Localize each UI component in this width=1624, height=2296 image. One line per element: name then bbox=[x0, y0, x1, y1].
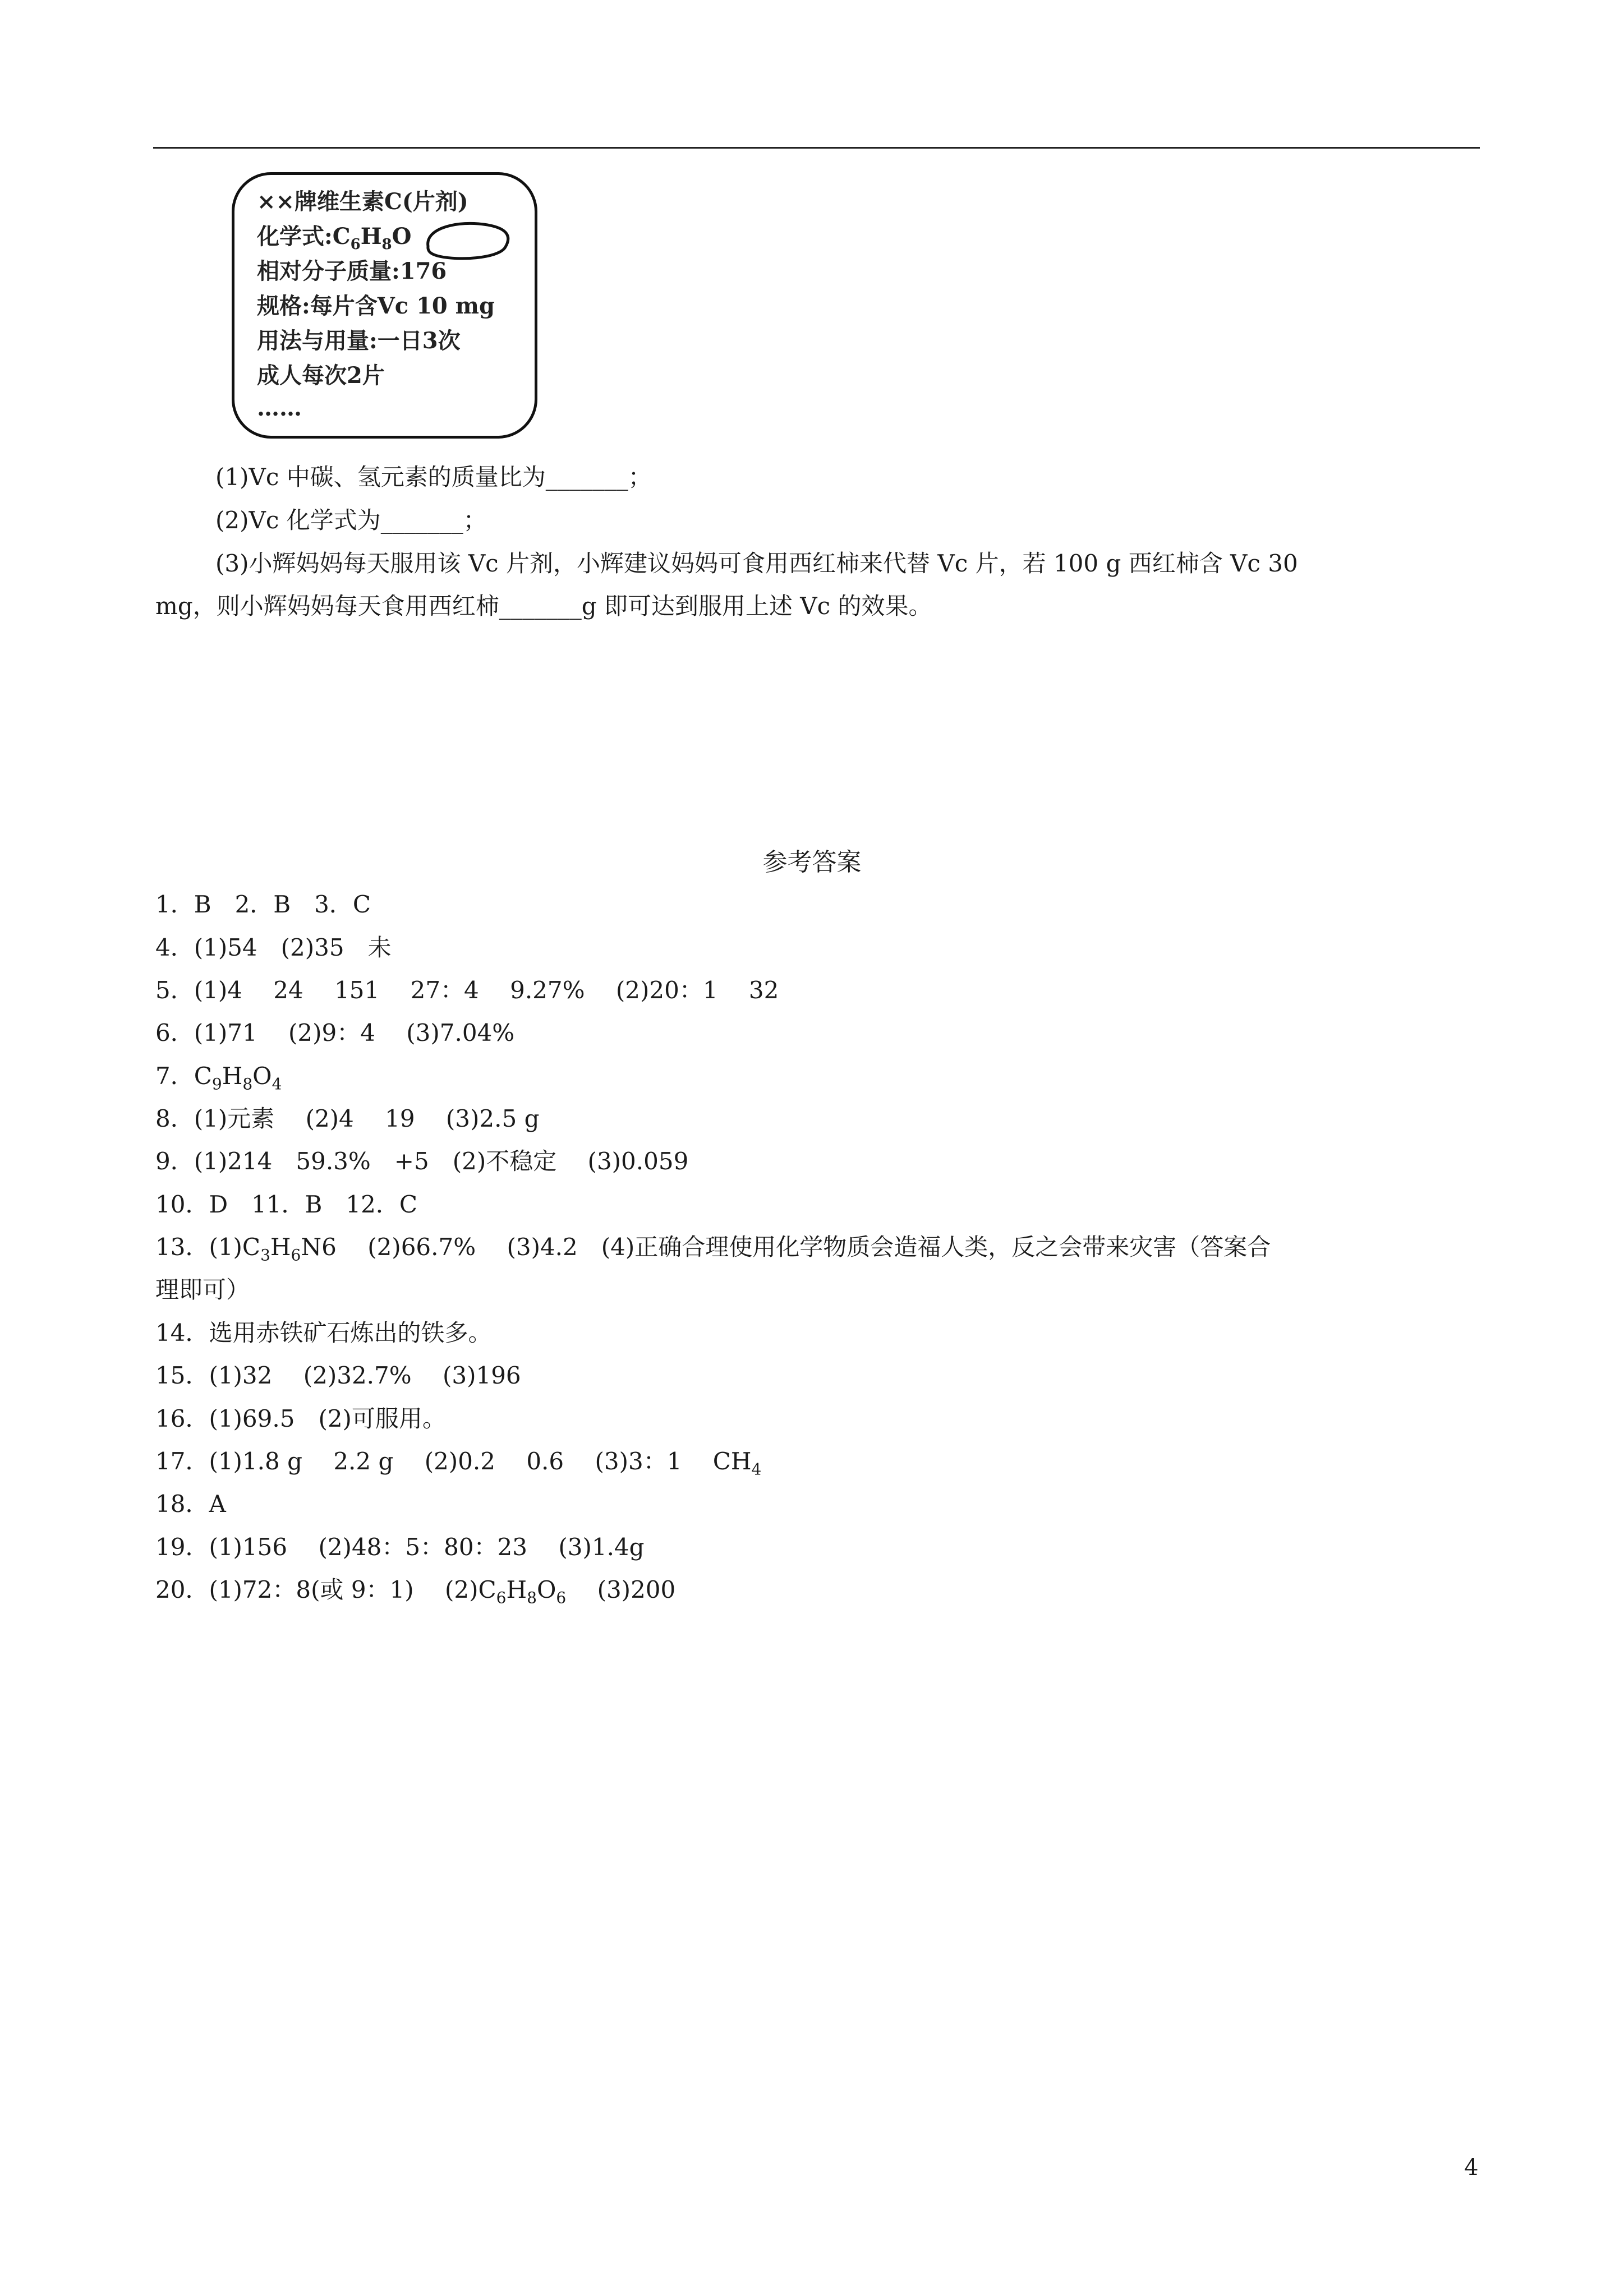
label-dosage-line: 用法与用量:一日3次 bbox=[257, 328, 461, 354]
answer-6: 6．(1)71 (2)9：4 (3)7.04% bbox=[155, 1019, 515, 1046]
label-ellipsis: …… bbox=[257, 395, 302, 421]
label-molar-mass-line: 相对分子质量:176 bbox=[257, 258, 447, 284]
answer-1-3: 1．B 2．B 3．C bbox=[155, 891, 371, 918]
header-rule bbox=[153, 147, 1480, 149]
answer-7: 7．$C_9H_8O_4$ bbox=[155, 1062, 282, 1094]
label-spec-line: 规格:每片含Vc 10 mg bbox=[257, 293, 495, 319]
label-adult-dose-line: 成人每次2片 bbox=[257, 362, 385, 389]
question-3-line-1: (3)小辉妈妈每天服用该 Vc 片剂，小辉建议妈妈可食用西红柿来代替 Vc 片，若 100 g 西红柿含 Vc 30 bbox=[215, 550, 1298, 577]
label-formula-line: 化学式$:C_6H_8O$ bbox=[257, 223, 412, 253]
answer-17: 17．(1)1.8 g 2.2 g (2)0.2 0.6 (3)3：1 $CH_4$ bbox=[155, 1447, 762, 1479]
page-number: 4 bbox=[1464, 2155, 1479, 2180]
label-brand-line: ××牌维生素C(片剂) bbox=[257, 188, 468, 215]
answer-13: 13．$(1)C_3H_6N6$ (2)66.7% (3)4.2 (4)正确合理使用化学物质会造福人类，反之会带来灾害（答案合 bbox=[155, 1233, 1271, 1265]
answer-20: 20．(1)72：8(或 9：1) $(2)C_6H_8O_6$ (3)200 bbox=[155, 1576, 676, 1607]
answer-13-continued: 理即可） bbox=[155, 1276, 250, 1303]
answer-4: 4．(1)54 (2)35 未 bbox=[155, 934, 392, 961]
answer-10-12: 10．D 11．B 12．C bbox=[155, 1191, 418, 1218]
answer-18: 18．A bbox=[155, 1490, 226, 1518]
answer-9: 9．(1)214 59.3% +5 (2)不稳定 (3)0.059 bbox=[155, 1147, 689, 1175]
ink-blot-icon bbox=[420, 217, 515, 262]
question-2: (2)Vc 化学式为_______； bbox=[215, 506, 487, 534]
answer-16: 16．(1)69.5 (2)可服用。 bbox=[155, 1405, 446, 1432]
answer-14: 14．选用赤铁矿石炼出的铁多。 bbox=[155, 1319, 492, 1347]
answers-title: 参考答案 bbox=[762, 848, 862, 877]
answer-15: 15．(1)32 (2)32.7% (3)196 bbox=[155, 1362, 521, 1389]
question-1: (1)Vc 中碳、氢元素的质量比为_______； bbox=[215, 463, 652, 491]
answer-19: 19．(1)156 (2)48：5：80：23 (3)1.4g bbox=[155, 1533, 645, 1561]
question-3-line-2: mg，则小辉妈妈每天食用西红柿_______g 即可达到服用上述 Vc 的效果。 bbox=[155, 592, 932, 620]
answer-8: 8．(1)元素 (2)4 19 (3)2.5 g bbox=[155, 1105, 540, 1132]
answer-5: 5．(1)4 24 151 27：4 9.27% (2)20：1 32 bbox=[155, 976, 779, 1004]
vitamin-c-label-box bbox=[232, 172, 537, 439]
